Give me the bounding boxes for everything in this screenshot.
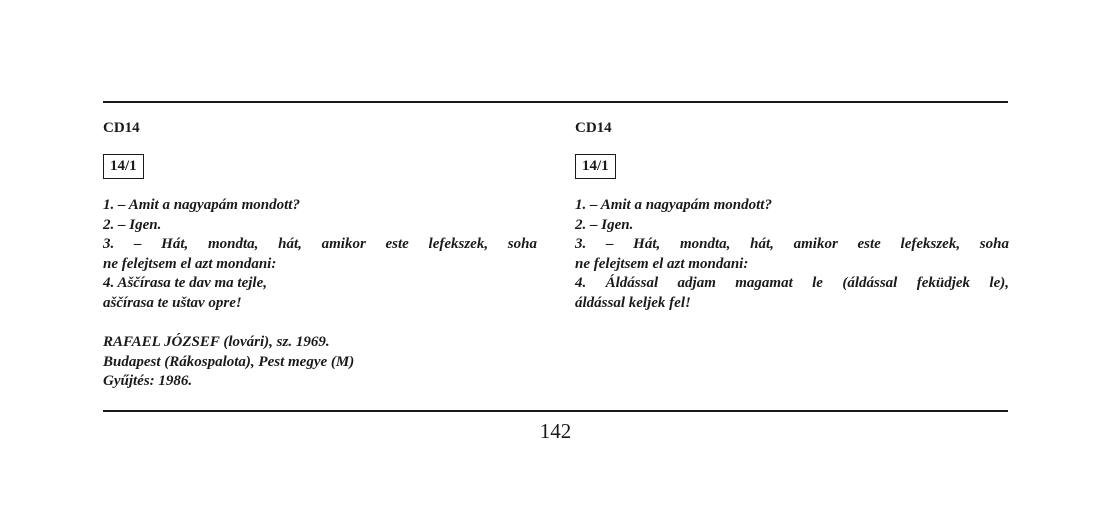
verse-line: aščírasa te uštav opre!: [103, 294, 242, 311]
verse-line: 2. – Igen.: [103, 216, 162, 233]
verse-lines: [103, 196, 537, 313]
performer-name: RAFAEL JÓZSEF (lovári), sz. 1969.: [103, 334, 330, 350]
page-number: 142: [539, 419, 572, 443]
collection-year: Gyűjtés: 1986.: [103, 373, 193, 389]
top-rule: [103, 101, 1008, 103]
verse-lines: [575, 196, 1009, 313]
bottom-rule: [103, 410, 1008, 412]
verse-line: ne felejtsem el azt mondani:: [103, 255, 277, 272]
performer-credit: [103, 333, 537, 392]
track-number-box: 14/1: [103, 154, 144, 179]
cd-label: CD14: [575, 120, 612, 136]
verse-line: 3. – Hát, mondta, hát, amikor este lefekszek, soha: [103, 236, 537, 252]
verse-line: 3. – Hát, mondta, hát, amikor este lefekszek, soha: [575, 236, 1009, 252]
verse-line: ne felejtsem el azt mondani:: [575, 255, 749, 272]
left-column-original-text: [103, 118, 537, 392]
cd-label: CD14: [103, 120, 140, 136]
track-number-box: 14/1: [575, 154, 616, 179]
verse-line: 4. Aščírasa te dav ma tejle,: [103, 275, 268, 291]
performer-location: Budapest (Rákospalota), Pest megye (M): [103, 353, 355, 370]
verse-line: 1. – Amit a nagyapám mondott?: [575, 197, 772, 213]
right-column-translation: [575, 118, 1009, 313]
verse-line: áldással keljek fel!: [575, 294, 691, 311]
verse-line: 4. Áldással adjam magamat le (áldással feküdjek le),: [575, 275, 1009, 291]
verse-line: 1. – Amit a nagyapám mondott?: [103, 197, 300, 213]
verse-line: 2. – Igen.: [575, 216, 634, 233]
